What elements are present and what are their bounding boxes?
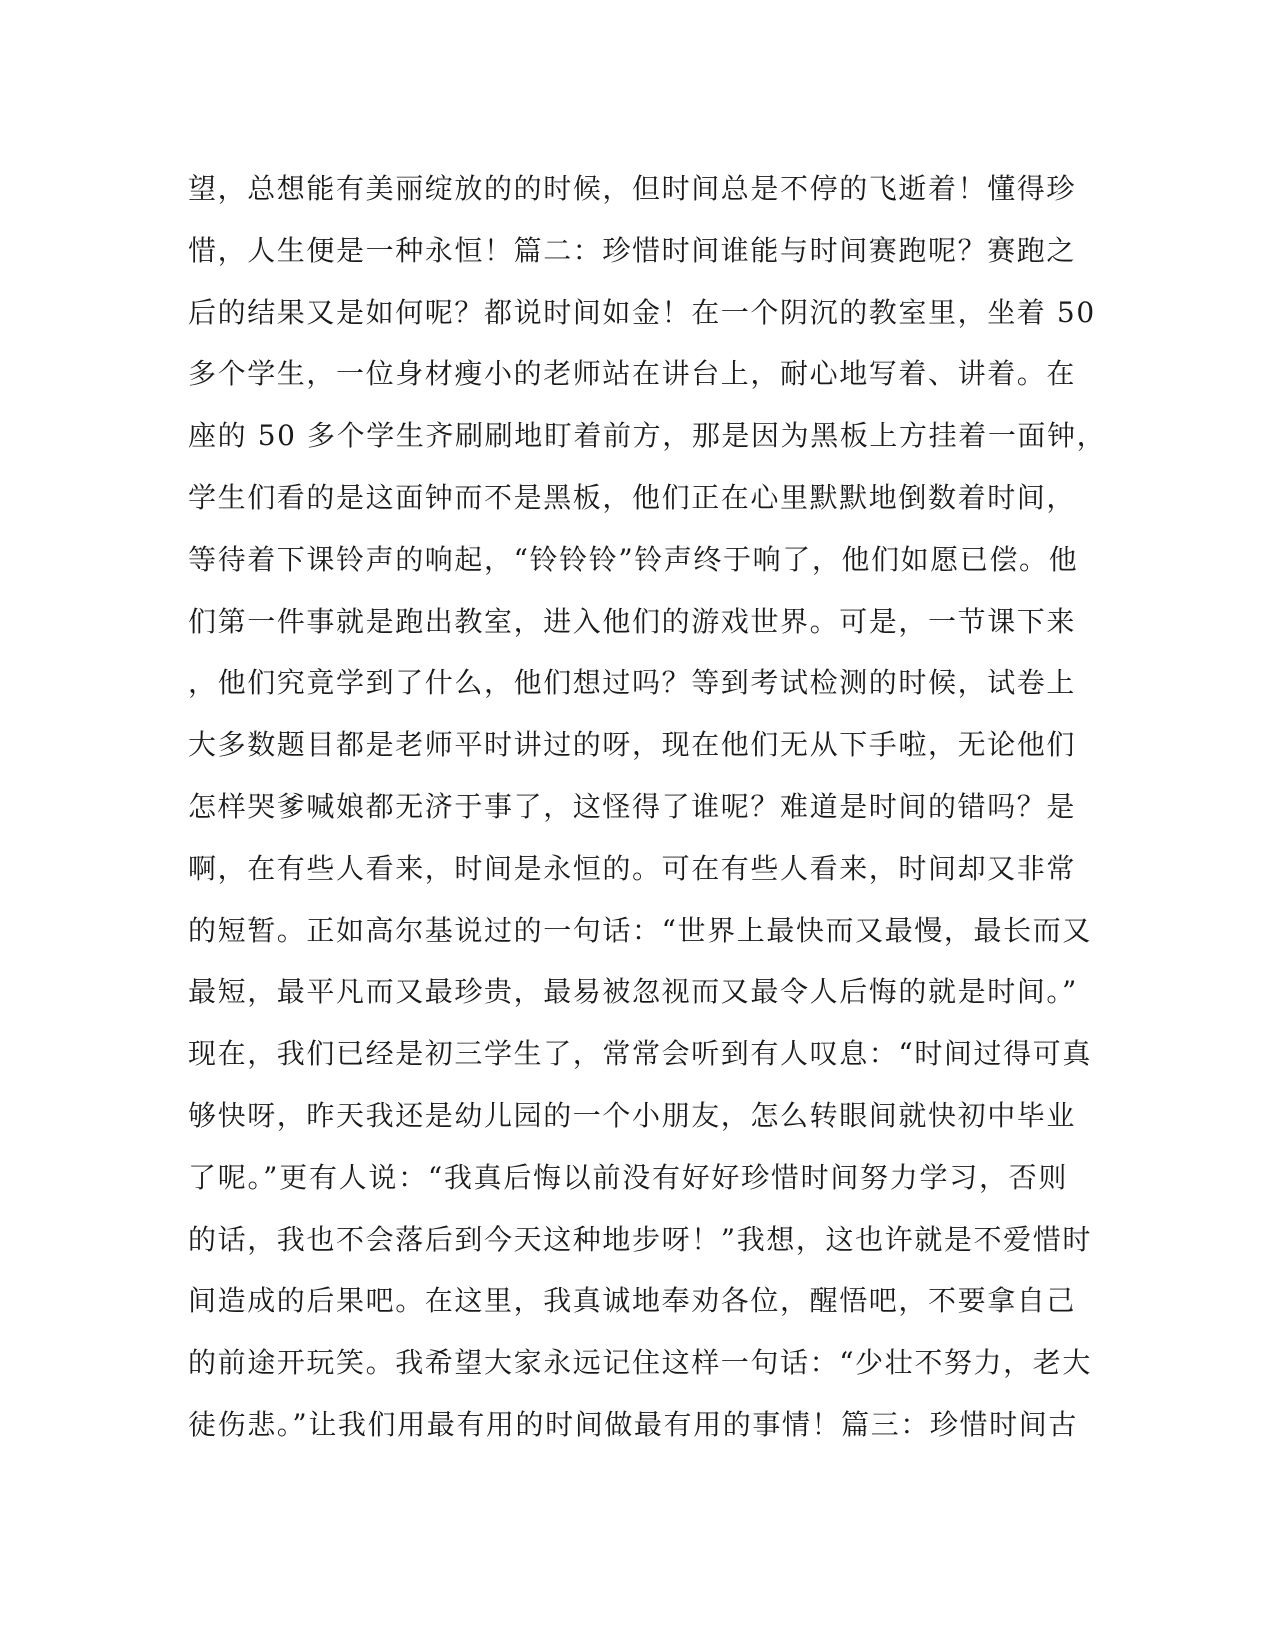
body-text xyxy=(188,158,1107,1456)
text-line: ，他们究竟学到了什么，他们想过吗？等到考试检测的时候，试卷上 xyxy=(188,666,1077,700)
text-line: 惜，人生便是一种永恒！篇二：珍惜时间谁能与时间赛跑呢？赛跑之 xyxy=(188,233,1077,267)
text-line: 后的结果又是如何呢？都说时间如金！在一个阴沉的教室里，坐着 50 xyxy=(188,295,1096,329)
text-line: 多个学生，一位身材瘦小的老师站在讲台上，耐心地写着、讲着。在 xyxy=(188,357,1077,391)
text-line: 的话，我也不会落后到今天这种地步呀！”我想，这也许就是不爱惜时 xyxy=(188,1222,1092,1256)
text-line: 最短，最平凡而又最珍贵，最易被忽视而又最令人后悔的就是时间。” xyxy=(188,975,1078,1009)
text-line: 们第一件事就是跑出教室，进入他们的游戏世界。可是，一节课下来 xyxy=(188,604,1077,638)
text-line: 啊，在有些人看来，时间是永恒的。可在有些人看来，时间却又非常 xyxy=(188,851,1077,885)
text-line: 的短暂。正如高尔基说过的一句话：“世界上最快而又最慢，最长而又 xyxy=(188,913,1092,947)
text-line: 了呢。”更有人说：“我真后悔以前没有好好珍惜时间努力学习，否则 xyxy=(188,1160,1068,1194)
text-line: 座的 50 多个学生齐刷刷地盯着前方，那是因为黑板上方挂着一面钟， xyxy=(188,419,1107,453)
text-line: 怎样哭爹喊娘都无济于事了，这怪得了谁呢？难道是时间的错吗？是 xyxy=(188,789,1077,823)
text-line: 现在，我们已经是初三学生了，常常会听到有人叹息：“时间过得可真 xyxy=(188,1037,1092,1071)
text-line: 大多数题目都是老师平时讲过的呀，现在他们无从下手啦，无论他们 xyxy=(188,728,1077,762)
text-line: 徒伤悲。”让我们用最有用的时间做最有用的事情！篇三：珍惜时间古 xyxy=(188,1407,1078,1441)
text-line: 够快呀，昨天我还是幼儿园的一个小朋友，怎么转眼间就快初中毕业 xyxy=(188,1098,1077,1132)
text-line: 的前途开玩笑。我希望大家永远记住这样一句话：“少壮不努力，老大 xyxy=(188,1346,1092,1380)
text-line: 间造成的后果吧。在这里，我真诚地奉劝各位，醒悟吧，不要拿自己 xyxy=(188,1284,1077,1318)
text-line: 等待着下课铃声的响起，“铃铃铃”铃声终于响了，他们如愿已偿。他 xyxy=(188,542,1079,576)
text-line: 学生们看的是这面钟而不是黑板，他们正在心里默默地倒数着时间， xyxy=(188,480,1077,514)
text-line: 望，总想能有美丽绽放的的时候，但时间总是不停的飞逝着！懂得珍 xyxy=(188,172,1077,205)
